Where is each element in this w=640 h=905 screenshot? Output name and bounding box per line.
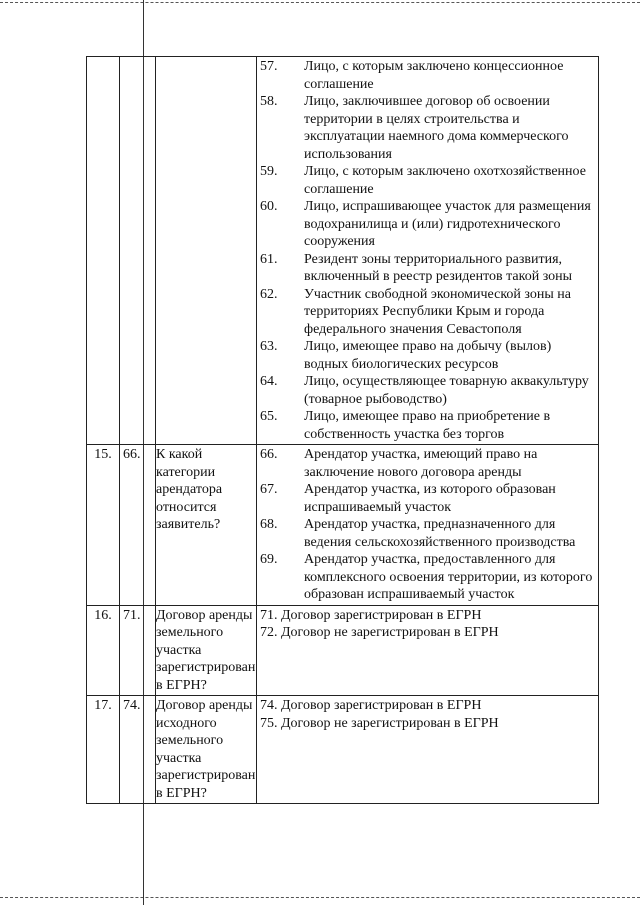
question-cell: [156, 696, 257, 804]
answer-number: 62.: [260, 286, 278, 302]
answer-number: 66.: [260, 447, 278, 462]
answer-number: 58.: [260, 94, 278, 109]
question-text: К какой категории арендатора относится заявитель?: [156, 447, 223, 532]
question-text: Договор аренды исходного земельного участка зарегистрирован в ЕГРН?: [156, 698, 256, 801]
row-number: 16.: [94, 607, 112, 623]
question-cell: [156, 57, 257, 445]
answer-number: 65.: [260, 409, 278, 424]
answer-option: 74. Договор зарегистрирован в ЕГРН: [260, 698, 482, 713]
question-number: 71.: [123, 607, 141, 623]
table-row: [87, 696, 599, 804]
answer-option: [260, 163, 595, 198]
bottom-dashed-border: [0, 897, 640, 898]
top-dashed-border: [0, 2, 640, 3]
answer-option: [260, 481, 595, 516]
question-number-cell: [120, 57, 156, 445]
answer-option: [260, 408, 595, 443]
question-number-cell: [120, 696, 156, 804]
answer-text: Участник свободной экономической зоны на территориях Республики Крым и города федерального значения Севастополя: [304, 286, 571, 337]
answer-text: Лицо, с которым заключено концессионное соглашение: [304, 59, 564, 92]
row-number-cell: [87, 696, 120, 804]
question-number: 66.: [123, 447, 141, 462]
answer-text: Лицо, с которым заключено охотхозяйственное соглашение: [304, 164, 586, 197]
answers-cell: [257, 445, 599, 606]
questionnaire-table: [86, 56, 599, 804]
answers-cell: [257, 696, 599, 804]
answer-option: [260, 516, 595, 551]
answer-option: 75. Договор не зарегистрирован в ЕГРН: [260, 715, 499, 731]
question-cell: [156, 605, 257, 696]
answer-number: 64.: [260, 374, 278, 389]
answer-text: Арендатор участка, предназначенного для ведения сельскохозяйственного производства: [304, 517, 576, 550]
answer-option: [260, 338, 595, 373]
answer-number: 61.: [260, 251, 278, 267]
answer-text: Лицо, заключившее договор об освоении территории в целях строительства и эксплуатации наемного дома коммерческого использования: [304, 94, 569, 162]
answer-option: [260, 58, 595, 93]
question-number: 74.: [123, 698, 141, 713]
answer-text: Лицо, осуществляющее товарную аквакультуру (товарное рыбоводство): [304, 374, 589, 407]
answer-number: 63.: [260, 339, 278, 354]
answer-option: [260, 446, 595, 481]
answer-number: 60.: [260, 199, 278, 214]
answer-text: Арендатор участка, предоставленного для комплексного освоения территории, из которого образован испрашиваемый участок: [304, 552, 593, 602]
question-cell: [156, 445, 257, 606]
row-number-cell: [87, 445, 120, 606]
question-number-cell: [120, 605, 156, 696]
answer-text: Лицо, испрашивающее участок для размещения водохранилища и (или) гидротехнического сооружения: [304, 199, 591, 249]
answer-option: [260, 198, 595, 251]
answer-number: 68.: [260, 517, 278, 532]
answer-option: [260, 251, 595, 286]
table-row: [87, 445, 599, 606]
answer-number: 69.: [260, 552, 278, 567]
table-row: [87, 57, 599, 445]
answer-text: Лицо, имеющее право на приобретение в собственность участка без торгов: [304, 409, 551, 442]
answer-option: [260, 93, 595, 163]
answer-option: [260, 373, 595, 408]
row-number-cell: [87, 605, 120, 696]
answer-option: [260, 551, 595, 604]
answer-option: 72. Договор не зарегистрирован в ЕГРН: [260, 625, 499, 640]
answer-text: Лицо, имеющее право на добычу (вылов) водных биологических ресурсов: [304, 339, 552, 372]
question-text: Договор аренды земельного участка зарегистрирован в ЕГРН?: [156, 607, 256, 693]
answer-text: Арендатор участка, имеющий право на заключение нового договора аренды: [304, 447, 538, 480]
answer-text: Резидент зоны территориального развития, включенный в реестр резидентов такой зоны: [304, 251, 573, 284]
answer-option: 71. Договор зарегистрирован в ЕГРН: [260, 607, 482, 623]
answer-number: 67.: [260, 482, 278, 497]
row-number-cell: [87, 57, 120, 445]
row-number: 17.: [94, 698, 112, 713]
question-number-cell: [120, 445, 156, 606]
answer-number: 57.: [260, 59, 278, 74]
answer-option: [260, 286, 595, 339]
answer-number: 59.: [260, 164, 278, 179]
answer-text: Арендатор участка, из которого образован испрашиваемый участок: [304, 482, 556, 515]
answers-cell: [257, 57, 599, 445]
answers-cell: [257, 605, 599, 696]
table-row: [87, 605, 599, 696]
row-number: 15.: [94, 447, 112, 462]
